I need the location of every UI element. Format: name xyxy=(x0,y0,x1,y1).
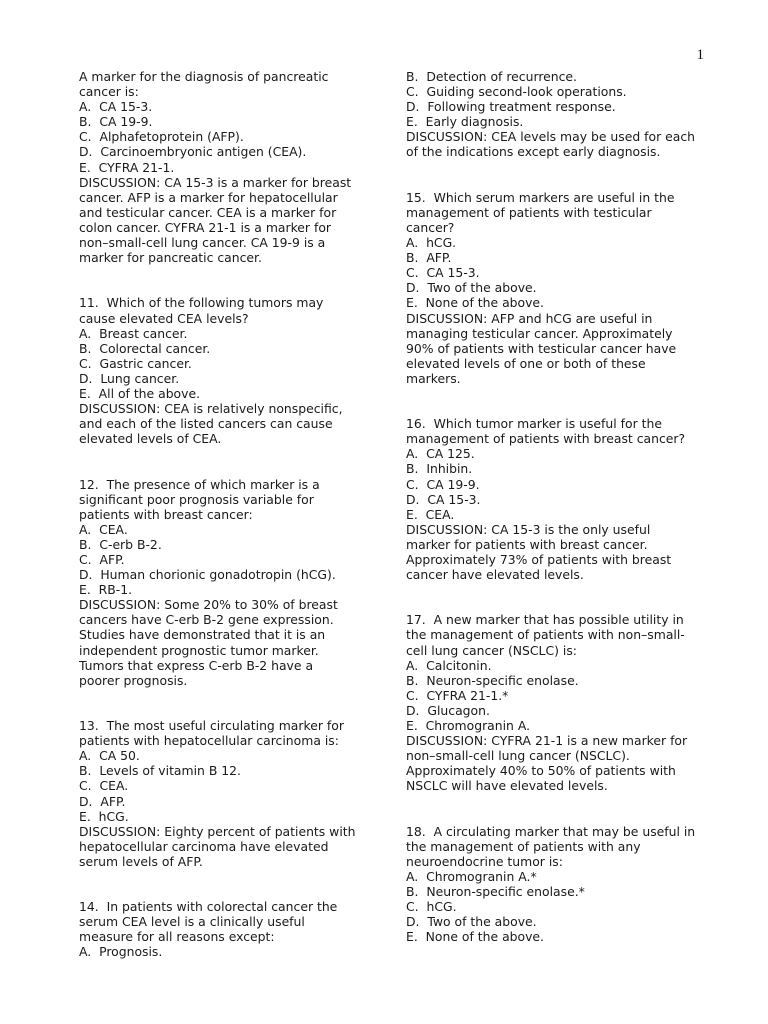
text-line: Approximately 73% of patients with breast xyxy=(406,552,672,567)
text-line: cancer is: xyxy=(79,84,139,100)
question-block xyxy=(406,416,726,582)
text-line: colon cancer. CYFRA 21-1 is a marker for xyxy=(79,219,331,235)
left-column xyxy=(79,69,379,960)
text-line: C. Alphafetoprotein (AFP). xyxy=(79,129,244,145)
text-line: cancers have C-erb B-2 gene expression. xyxy=(79,612,334,628)
text-line: 13. The most useful circulating marker for xyxy=(79,718,344,734)
block-gap xyxy=(79,869,379,899)
text-line: hepatocellular carcinoma have elevated xyxy=(79,838,329,854)
text-line: management of patients with testicular xyxy=(406,204,652,220)
question-block xyxy=(79,295,379,446)
text-line: A. Chromogranin A.* xyxy=(406,868,537,884)
text-line: the management of patients with any xyxy=(406,838,641,854)
page-number: 1 xyxy=(696,47,704,63)
text-line: cell lung cancer (NSCLC) is: xyxy=(406,642,577,658)
question-block xyxy=(79,477,379,688)
text-line: D. AFP. xyxy=(79,793,126,809)
text-line: DISCUSSION: CA 15-3 is the only useful xyxy=(406,521,651,537)
text-line: markers. xyxy=(406,370,461,386)
text-line: A. CA 50. xyxy=(79,748,140,764)
text-line: 16. Which tumor marker is useful for the xyxy=(406,416,662,432)
text-line: D. Following treatment response. xyxy=(406,99,616,115)
text-line: B. C-erb B-2. xyxy=(79,536,162,552)
text-line: non–small-cell lung cancer. CA 19-9 is a xyxy=(79,235,326,251)
block-gap xyxy=(406,160,726,190)
text-line: E. CYFRA 21-1. xyxy=(79,159,175,175)
text-line: cause elevated CEA levels? xyxy=(79,310,249,326)
text-line: E. All of the above. xyxy=(79,385,201,401)
block-gap xyxy=(406,386,726,416)
block-gap xyxy=(79,446,379,476)
text-line: serum CEA level is a clinically useful xyxy=(79,914,305,930)
text-line: E. RB-1. xyxy=(79,582,133,598)
question-block xyxy=(406,824,726,945)
text-line: E. Early diagnosis. xyxy=(406,114,524,130)
text-line: serum levels of AFP. xyxy=(79,853,203,869)
block-gap xyxy=(406,794,726,824)
text-line: neuroendocrine tumor is: xyxy=(406,853,563,869)
block-gap xyxy=(406,582,726,612)
right-column xyxy=(406,69,726,944)
text-line: 17. A new marker that has possible utility in xyxy=(406,612,684,628)
text-line: B. Colorectal cancer. xyxy=(79,340,211,356)
text-line: A. CA 15-3. xyxy=(79,99,153,115)
text-line: B. AFP. xyxy=(406,250,452,266)
text-line: the management of patients with non–small- xyxy=(406,627,685,643)
text-line: B. Inhibin. xyxy=(406,461,473,477)
text-line: patients with breast cancer: xyxy=(79,506,253,522)
text-line: DISCUSSION: AFP and hCG are useful in xyxy=(406,310,653,326)
text-line: and each of the listed cancers can cause xyxy=(79,416,333,432)
text-line: elevated levels of CEA. xyxy=(79,431,222,447)
text-line: marker for patients with breast cancer. xyxy=(406,536,648,552)
question-block xyxy=(79,718,379,869)
text-line: A. Prognosis. xyxy=(79,944,163,960)
text-line: DISCUSSION: CYFRA 21-1 is a new marker for xyxy=(406,733,688,749)
text-line: cancer. AFP is a marker for hepatocellular xyxy=(79,189,338,205)
text-line: C. Guiding second-look operations. xyxy=(406,84,627,100)
text-line: B. Levels of vitamin B 12. xyxy=(79,763,241,779)
question-block xyxy=(406,612,726,793)
text-line: D. Two of the above. xyxy=(406,914,537,930)
text-line: managing testicular cancer. Approximately xyxy=(406,325,673,341)
text-line: significant poor prognosis variable for xyxy=(79,491,314,507)
text-line: NSCLC will have elevated levels. xyxy=(406,778,608,794)
text-line: C. AFP. xyxy=(79,552,125,567)
block-gap xyxy=(79,265,379,295)
text-line: cancer? xyxy=(406,219,455,235)
text-line: Approximately 40% to 50% of patients with xyxy=(406,763,676,779)
text-line: non–small-cell lung cancer (NSCLC). xyxy=(406,748,630,764)
text-line: C. CA 15-3. xyxy=(406,265,480,281)
text-line: B. Neuron-specific enolase.* xyxy=(406,884,585,900)
text-line: measure for all reasons except: xyxy=(79,929,275,945)
text-line: Tumors that express C-erb B-2 have a xyxy=(79,657,314,673)
text-line: C. CA 19-9. xyxy=(406,476,480,492)
text-line: B. Neuron-specific enolase. xyxy=(406,672,579,688)
text-line: D. Glucagon. xyxy=(406,702,490,718)
text-line: C. hCG. xyxy=(406,899,457,915)
text-line: E. CEA. xyxy=(406,506,455,522)
text-line: E. None of the above. xyxy=(406,929,544,945)
text-line: Studies have demonstrated that it is an xyxy=(79,627,326,643)
question-block xyxy=(406,190,726,386)
text-line: E. None of the above. xyxy=(406,295,544,311)
text-line: 15. Which serum markers are useful in the xyxy=(406,189,675,205)
text-line: D. Two of the above. xyxy=(406,280,537,296)
text-line: cancer have elevated levels. xyxy=(406,567,584,583)
block-gap xyxy=(79,688,379,718)
text-line: A marker for the diagnosis of pancreatic xyxy=(79,69,329,84)
text-line: DISCUSSION: CEA is relatively nonspecific, xyxy=(79,401,343,417)
text-line: independent prognostic tumor marker. xyxy=(79,642,319,658)
text-line: A. Calcitonin. xyxy=(406,657,492,673)
text-line: 11. Which of the following tumors may xyxy=(79,295,324,311)
text-line: DISCUSSION: CEA levels may be used for each xyxy=(406,129,696,145)
text-line: A. Breast cancer. xyxy=(79,325,188,341)
text-line: D. CA 15-3. xyxy=(406,491,481,507)
text-line: elevated levels of one or both of these xyxy=(406,355,646,371)
text-line: A. CA 125. xyxy=(406,446,475,462)
text-line: A. hCG. xyxy=(406,235,457,251)
question-block xyxy=(79,69,379,265)
text-line: B. Detection of recurrence. xyxy=(406,69,577,84)
text-line: D. Lung cancer. xyxy=(79,370,180,386)
text-line: DISCUSSION: Some 20% to 30% of breast xyxy=(79,597,338,613)
question-block xyxy=(406,69,726,160)
text-line: 90% of patients with testicular cancer have xyxy=(406,340,677,356)
text-line: DISCUSSION: CA 15-3 is a marker for breast xyxy=(79,174,352,190)
text-line: and testicular cancer. CEA is a marker for xyxy=(79,204,337,220)
text-line: 14. In patients with colorectal cancer the xyxy=(79,899,338,915)
text-line: C. Gastric cancer. xyxy=(79,355,192,371)
text-line: C. CEA. xyxy=(79,778,129,794)
text-line: of the indications except early diagnosis. xyxy=(406,144,661,160)
text-line: management of patients with breast cancer? xyxy=(406,431,686,447)
text-line: patients with hepatocellular carcinoma is: xyxy=(79,733,339,749)
text-line: D. Carcinoembryonic antigen (CEA). xyxy=(79,144,307,160)
text-line: A. CEA. xyxy=(79,521,128,537)
question-block xyxy=(79,899,379,959)
text-line: E. hCG. xyxy=(79,808,129,824)
text-line: D. Human chorionic gonadotropin (hCG). xyxy=(79,567,336,583)
text-line: 18. A circulating marker that may be useful in xyxy=(406,823,696,839)
text-line: DISCUSSION: Eighty percent of patients with xyxy=(79,823,356,839)
text-line: marker for pancreatic cancer. xyxy=(79,250,262,266)
text-line: poorer prognosis. xyxy=(79,672,188,688)
text-line: C. CYFRA 21-1.* xyxy=(406,687,509,703)
text-line: 12. The presence of which marker is a xyxy=(79,476,320,492)
text-line: B. CA 19-9. xyxy=(79,114,153,130)
text-line: E. Chromogranin A. xyxy=(406,718,531,734)
